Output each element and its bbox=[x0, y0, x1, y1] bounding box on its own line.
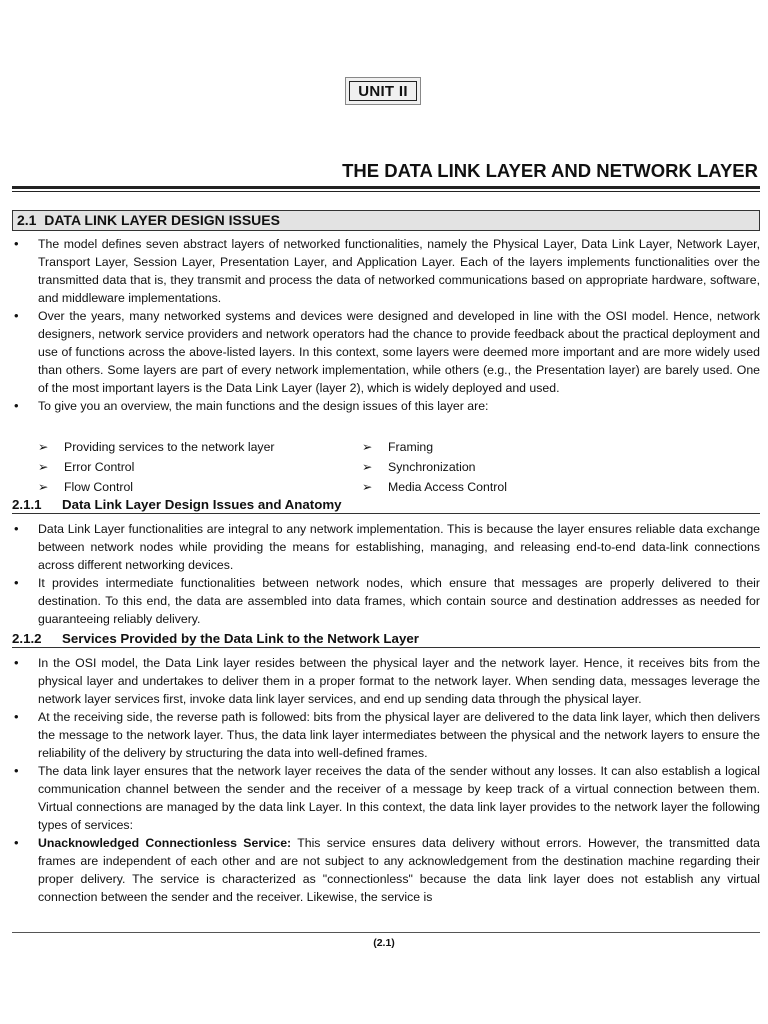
subsection-number: 2.1.2 bbox=[12, 631, 42, 646]
arrow-icon: ➢ bbox=[38, 460, 49, 474]
bullet-paragraph bbox=[12, 834, 760, 906]
arrow-icon: ➢ bbox=[362, 460, 373, 474]
service-description: This service ensures data delivery without errors. However, the transmitted data frames are independent of each other and are not subject to any acknowledgement from the destination machine regarding their proper delivery. The service is characterized as "connectionless" because the data link layer does not establish any virtual connection between the sender and the receiver. Likewise, the service is bbox=[38, 836, 760, 904]
subsection-title: Data Link Layer Design Issues and Anatomy bbox=[62, 497, 342, 512]
arrow-icon: ➢ bbox=[38, 440, 49, 454]
bullet-paragraph: • In the OSI model, the Data Link layer resides between the physical layer and the network layer. Hence, it receives bits from the physical layer and undertakes to deliver them in a proper format to the network layer. When sending data, messages leverage the network layer services first, invoke data link layer services, and end up sending data through the physical layer. bbox=[12, 654, 760, 708]
title-rule-thin bbox=[12, 191, 760, 192]
chapter-title: THE DATA LINK LAYER AND NETWORK LAYER bbox=[342, 160, 758, 181]
unit-label-box bbox=[345, 77, 421, 105]
section-number: 2.1 bbox=[17, 212, 37, 228]
title-rule-thick bbox=[12, 186, 760, 189]
subsection-bullets bbox=[12, 520, 760, 628]
list-item: ➢ Media Access Control bbox=[362, 480, 507, 494]
page-number: (2.1) bbox=[373, 937, 395, 949]
list-item: ➢ Flow Control bbox=[38, 480, 134, 494]
bullet-paragraph: • To give you an overview, the main functions and the design issues of this layer are: bbox=[12, 397, 760, 415]
bullet-paragraph: • Data Link Layer functionalities are integral to any network implementation. This is because the layer ensures reliable data exchange between network nodes while providing the means for establishing, managing, and releasing end-to-end data-link connections across different networking devices. bbox=[12, 520, 760, 574]
subsection-bullets bbox=[12, 654, 760, 906]
section-bullets bbox=[12, 235, 760, 415]
list-item: ➢ Synchronization bbox=[362, 460, 476, 474]
footer-rule bbox=[12, 932, 760, 933]
bullet-paragraph: • Over the years, many networked systems and devices were designed and developed in line with the OSI model. Hence, network designers, network service providers and network operators had the chance to provide feedback about the practical deployment and use of functions across the above-listed layers. In this context, some layers were deemed more important and are more widely used than others. Some layers are part of every network implementation, while others (e.g., the Presentation layer) are barely used. One of the most important layers is the Data Link Layer (layer 2), which is widely deployed and used. bbox=[12, 307, 760, 397]
functions-list bbox=[38, 438, 738, 496]
unit-label: UNIT II bbox=[349, 81, 417, 101]
subsection-heading bbox=[12, 497, 760, 514]
bullet-paragraph: • At the receiving side, the reverse path is followed: bits from the physical layer are delivered to the data link layer, which then delivers the message to the network layer. Thus, the data link layer intermediates between the physical and the network layers to ensure the reliability of the delivery by structuring the data into well-defined frames. bbox=[12, 708, 760, 762]
arrow-icon: ➢ bbox=[38, 480, 49, 494]
bullet-paragraph: • The data link layer ensures that the network layer receives the data of the sender without any losses. It can also establish a logical communication channel between the sender and the receiver of a message by keep track of a virtual connection between them. Virtual connections are managed by the data link Layer. In this context, the data link layer provides to the network layer the following types of services: bbox=[12, 762, 760, 834]
arrow-icon: ➢ bbox=[362, 440, 373, 454]
section-heading bbox=[12, 210, 760, 231]
list-item: ➢ Providing services to the network layer bbox=[38, 440, 275, 454]
section-title: DATA LINK LAYER DESIGN ISSUES bbox=[44, 212, 280, 228]
subsection-title: Services Provided by the Data Link to the Network Layer bbox=[62, 631, 419, 646]
list-item: ➢ Error Control bbox=[38, 460, 135, 474]
bullet-paragraph: • It provides intermediate functionalities between network nodes, which ensure that messages are properly delivered to their destination. To this end, the data are assembled into data frames, which contain source and destination addresses as needed for guaranteeing reliably delivery. bbox=[12, 574, 760, 628]
bullet-paragraph: • The model defines seven abstract layers of networked functionalities, namely the Physical Layer, Data Link Layer, Network Layer, Transport Layer, Session Layer, Presentation Layer, and Application Layer. Each of the layers implements functionalities over the transmitted data that is, they transmit and process the data of networked communications based on appropriate hardware, software, and middleware implementations. bbox=[12, 235, 760, 307]
list-item: ➢ Framing bbox=[362, 440, 434, 454]
subsection-heading bbox=[12, 631, 760, 648]
subsection-number: 2.1.1 bbox=[12, 497, 42, 512]
arrow-icon: ➢ bbox=[362, 480, 373, 494]
service-name: Unacknowledged Connectionless Service: bbox=[38, 836, 292, 850]
